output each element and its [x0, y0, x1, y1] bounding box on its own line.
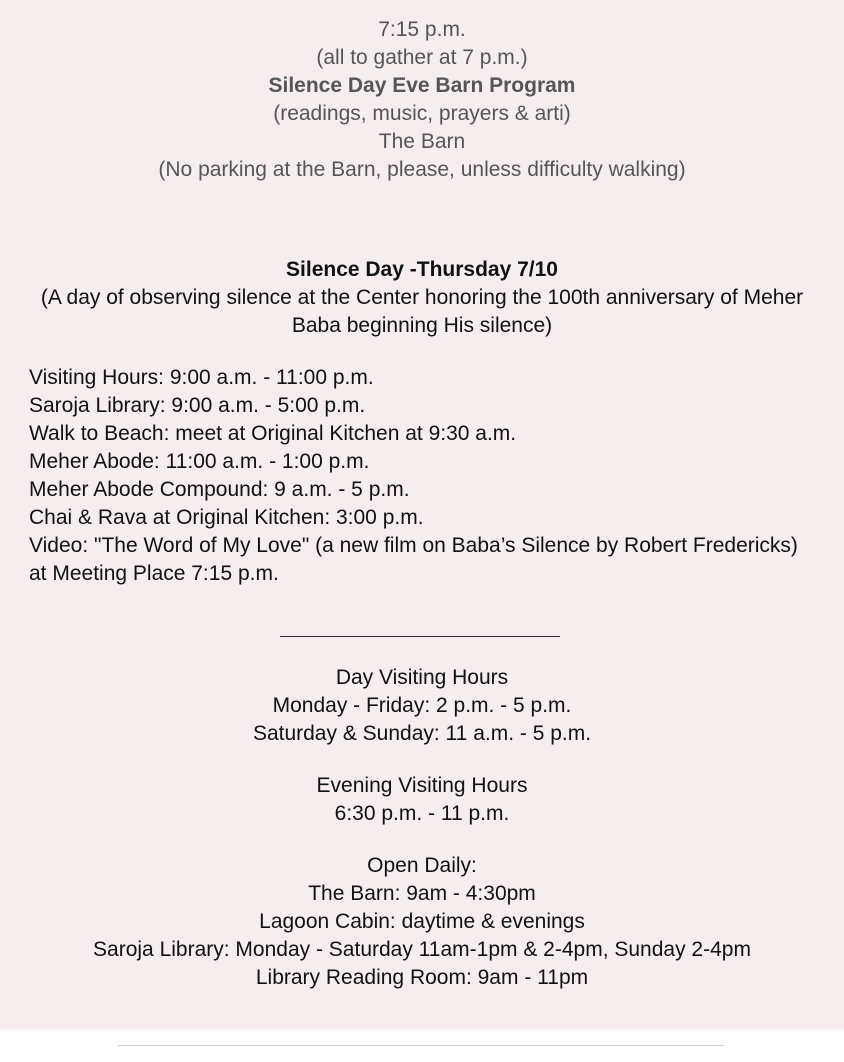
open-daily-item: Lagoon Cabin: daytime & evenings [259, 910, 585, 933]
silence-day-section [20, 256, 824, 340]
schedule-item: Video: "The Word of My Love" (a new film on Baba’s Silence by Robert Fredericks) at Meeting Place 7:15 p.m. [29, 534, 798, 585]
evening-visiting-title: Evening Visiting Hours [316, 774, 528, 797]
eve-program-description: (readings, music, prayers & arti) [273, 102, 571, 125]
open-daily-item: The Barn: 9am - 4:30pm [308, 882, 536, 905]
schedule-item: Meher Abode: 11:00 a.m. - 1:00 p.m. [29, 450, 370, 473]
schedule-item: Visiting Hours: 9:00 a.m. - 11:00 p.m. [29, 366, 374, 389]
open-daily-section [0, 852, 844, 992]
day-visiting-title: Day Visiting Hours [335, 666, 509, 689]
section-divider [280, 636, 560, 637]
schedule-item: Chai & Rava at Original Kitchen: 3:00 p.m. [29, 506, 424, 529]
silence-day-title: Silence Day -Thursday 7/10 [286, 258, 558, 281]
footer-divider [118, 1045, 724, 1046]
eve-program-time: 7:15 p.m. [378, 18, 466, 41]
eve-program-parking-note: (No parking at the Barn, please, unless difficulty walking) [158, 158, 686, 181]
schedule-item: Walk to Beach: meet at Original Kitchen at 9:30 a.m. [29, 422, 517, 445]
day-visiting-weekday: Monday - Friday: 2 p.m. - 5 p.m. [272, 694, 572, 717]
silence-day-description: (A day of observing silence at the Center honoring the 100th anniversary of Meher Baba beginning His silence) [40, 286, 804, 337]
eve-program-section [0, 16, 844, 184]
schedule-item: Saroja Library: 9:00 a.m. - 5:00 p.m. [29, 394, 366, 417]
eve-program-gather-note: (all to gather at 7 p.m.) [316, 46, 528, 69]
day-visiting-weekend: Saturday & Sunday: 11 a.m. - 5 p.m. [252, 722, 592, 745]
open-daily-item: Library Reading Room: 9am - 11pm [255, 966, 589, 989]
eve-program-title: Silence Day Eve Barn Program [268, 74, 576, 97]
eve-program-location: The Barn [378, 130, 466, 153]
day-visiting-hours-section [0, 664, 844, 748]
evening-visiting-hours: 6:30 p.m. - 11 p.m. [334, 802, 510, 825]
schedule-item: Meher Abode Compound: 9 a.m. - 5 p.m. [29, 478, 410, 501]
evening-visiting-hours-section [0, 772, 844, 828]
open-daily-title: Open Daily: [367, 854, 477, 877]
silence-day-schedule [29, 364, 819, 588]
open-daily-item: Saroja Library: Monday - Saturday 11am-1pm & 2-4pm, Sunday 2-4pm [93, 938, 751, 961]
